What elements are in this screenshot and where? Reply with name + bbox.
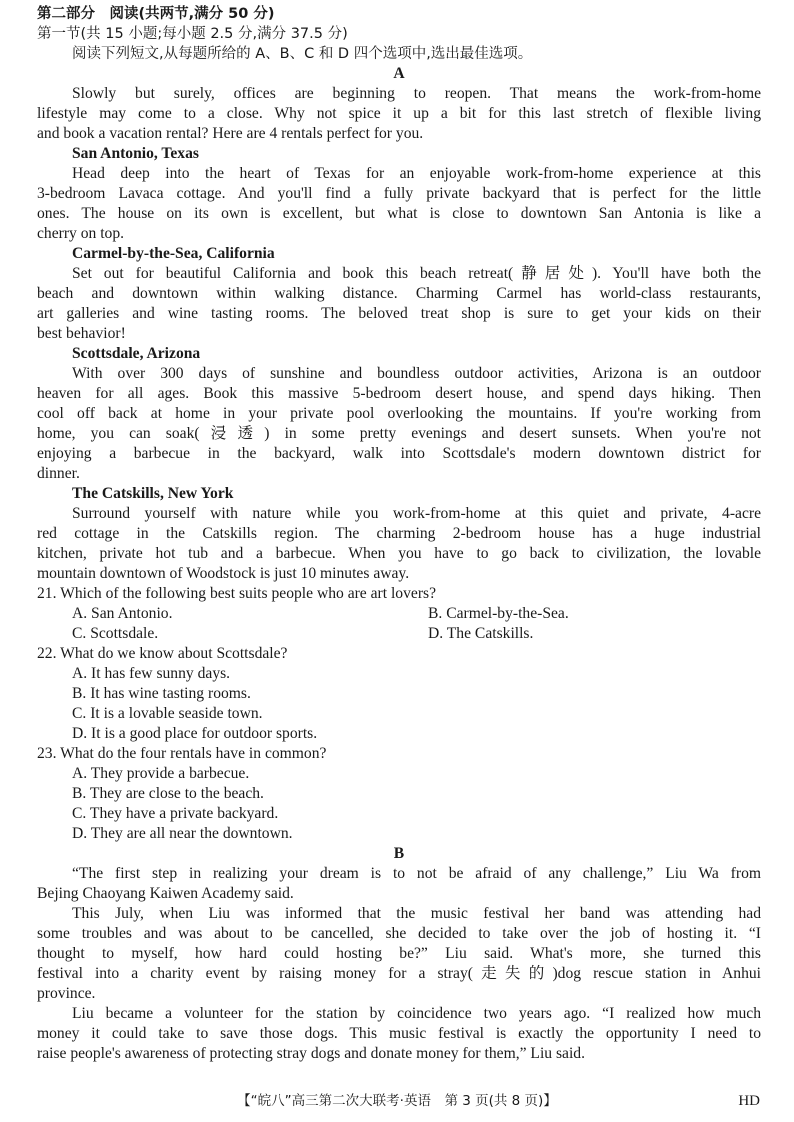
question-number: 21. [37,585,57,602]
text-line: Surround yourself with nature while you work-from-home at this quiet and private, 4-acre [72,505,761,522]
text-line: Liu became a volunteer for the station by coincidence two years ago. “I realized how much [72,1005,761,1022]
text-line: and book a vacation rental? Here are 4 rentals perfect for you. [37,125,424,142]
passage-a-intro [37,84,761,144]
option-c[interactable]: C. Scottsdale. [72,625,159,642]
text-line: mountain downtown of Woodstock is just 10 minutes away. [37,565,410,582]
text-line: Head deep into the heart of Texas for an enjoyable work-from-home experience at this [72,165,761,182]
text-line: cool off back at home in your private pool overlooking the mountains. If you're working from [37,405,761,422]
option-d[interactable]: D. They are all near the downtown. [72,825,293,842]
option-d[interactable]: D. The Catskills. [428,625,534,642]
text-line: beach and downtown within walking distance. Charming Carmel has world-class restaurants, [37,285,761,302]
question-number: 22. [37,645,57,662]
rental-scottsdale [37,344,761,484]
question-21 [37,584,761,644]
passage-b-paragraph-1 [37,864,761,904]
text-line: province. [37,985,96,1002]
passage-b-paragraph-2 [37,904,761,1004]
passage-b-label: B [393,845,405,862]
option-a[interactable]: A. They provide a barbecue. [72,765,250,782]
question-text: Which of the following best suits people who are art lovers? [60,585,437,602]
text-line: money it could take to save those dogs. This music festival is exactly the opportunity I need to [37,1025,761,1042]
question-22 [37,644,761,744]
text-line: ones. The house on its own is excellent, but what is close to downtown San Antonia is like a [37,205,761,222]
passage-a-label: A [393,65,405,82]
text-line: heaven for all ages. Book this massive 5-bedroom desert house, and spend days hiking. Then [37,385,761,402]
passage-b-paragraph-3 [37,1004,761,1064]
text-line: thought to myself, how hard could hosting be?” Liu said. What's more, she turned this [37,945,761,962]
text-line: festival into a charity event by raising money for a stray(走失的)dog rescue station in Anhui [37,965,761,982]
option-c[interactable]: C. It is a lovable seaside town. [72,705,263,722]
text-line: dinner. [37,465,80,482]
option-b[interactable]: B. Carmel-by-the-Sea. [428,605,569,622]
rental-title: Carmel-by-the-Sea, California [72,245,275,262]
part-heading: 第二部分 阅读(共两节,满分 50 分) [37,6,275,22]
rental-catskills [37,484,761,584]
text-line: cherry on top. [37,225,125,242]
question-text: What do we know about Scottsdale? [60,645,288,662]
option-d[interactable]: D. It is a good place for outdoor sports. [72,725,318,742]
text-line: lifestyle may come to a close. Why not spice it up a bit for this last stretch of flexible living [37,105,761,122]
text-line: With over 300 days of sunshine and boundless outdoor activities, Arizona is an outdoor [72,365,761,382]
text-line: red cottage in the Catskills region. The charming 2-bedroom house has a huge industrial [37,525,761,542]
option-row [37,604,761,624]
text-line: Set out for beautiful California and book this beach retreat(静居处). You'll have both the [72,265,761,282]
text-line: Bejing Chaoyang Kaiwen Academy said. [37,885,294,902]
question-text: What do the four rentals have in common? [60,745,327,762]
text-line: Slowly but surely, offices are beginning to reopen. That means the work-from-home [72,85,761,102]
text-line: raise people's awareness of protecting stray dogs and donate money for them,” Liu said. [37,1045,585,1062]
rental-title: San Antonio, Texas [72,145,199,162]
option-b[interactable]: B. It has wine tasting rooms. [72,685,251,702]
rental-carmel [37,244,761,344]
text-line: “The first step in realizing your dream is to not be afraid of any challenge,” Liu Wa from [72,865,761,882]
option-row [37,624,761,644]
text-line: This July, when Liu was informed that the music festival her band was attending had [72,905,761,922]
text-line: art galleries and wine tasting rooms. The beloved treat shop is sure to get your kids on their [37,305,761,322]
text-line: 3-bedroom Lavaca cottage. And you'll find a fully private backyard that is perfect for the little [37,185,761,202]
rental-title: Scottsdale, Arizona [72,345,201,362]
text-line: kitchen, private hot tub and a barbecue. When you have to go back to civilization, the lovable [37,545,761,562]
rental-san-antonio [37,144,761,244]
text-line: home, you can soak(浸透) in some pretty evenings and desert sunsets. When you're not [37,425,761,442]
text-line: enjoying a barbecue in the backyard, walk into Scottsdale's modern downtown district for [37,445,761,462]
option-c[interactable]: C. They have a private backyard. [72,805,279,822]
exam-page [37,4,761,1064]
question-23 [37,744,761,844]
option-a[interactable]: A. San Antonio. [72,605,173,622]
footer-title: 【“皖八”高三第二次大联考·英语 第 3 页(共 8 页)】 [237,1093,557,1109]
question-number: 23. [37,745,57,762]
footer-code: HD [738,1093,760,1109]
option-b[interactable]: B. They are close to the beach. [72,785,264,802]
instruction: 阅读下列短文,从每题所给的 A、B、C 和 D 四个选项中,选出最佳选项。 [72,46,533,62]
question-stem [37,584,761,604]
text-line: best behavior! [37,325,126,342]
question-stem [37,744,761,764]
rental-title: The Catskills, New York [72,485,234,502]
option-a[interactable]: A. It has few sunny days. [72,665,231,682]
section-heading: 第一节(共 15 小题;每小题 2.5 分,满分 37.5 分) [37,26,348,42]
text-line: some troubles and was about to be cancelled, she decided to take over the job of hosting it. “I [37,925,761,942]
question-stem [37,644,761,664]
